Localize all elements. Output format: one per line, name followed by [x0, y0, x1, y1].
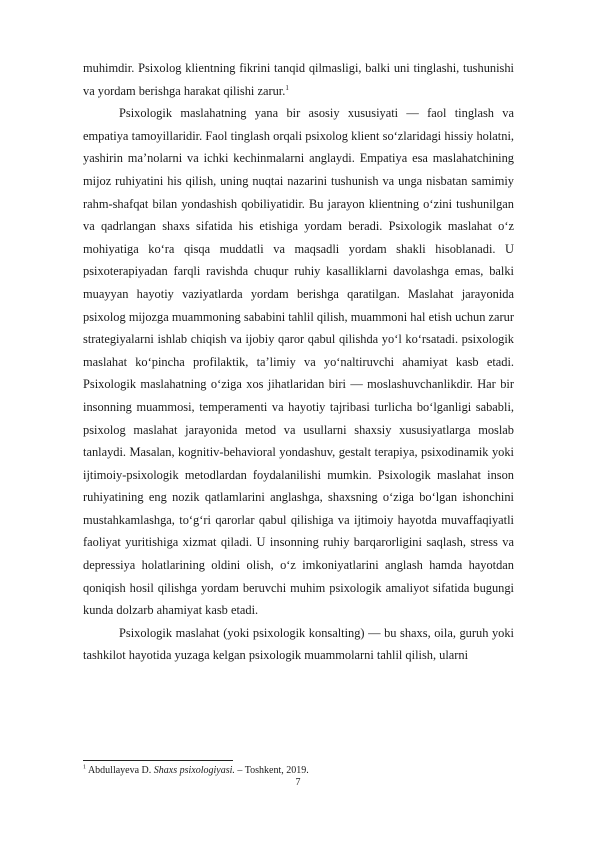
- paragraph-3: Psixologik maslahat (yoki psixologik konsalting) — bu shaxs, oila, guruh yoki tashkilot hayotida yuzaga kelgan psixologik muammolarni tahlil qilish, ularni: [83, 625, 514, 663]
- footnote-separator: [83, 760, 233, 761]
- footnote: [83, 764, 514, 777]
- footnote-rest: – Toshkent, 2019.: [237, 765, 309, 776]
- footnote-title: Shaxs psixologiyasi.: [153, 765, 235, 776]
- paragraph-2: Psixologik maslahatning yana bir asosiy xususiyati — faol tinglash va empatiya tamoyillaridir. Faol tinglash orqali psixolog klient so‘zlaridagi hissiy holatni, yashirin ma’nolarni va ichki kechinmalarni anglaydi. Empatiya esa maslahatchining mijoz ruhiyatini his qilish, uning nuqtai nazarini tushunish va unga nisbatan samimiy rahm-shafqat bilan yondashish qobiliyatidir. Bu jarayon klientning o‘zini tushunilgan va qadrlangan shaxs sifatida his etishiga yordam beradi. Psixologik maslahat o‘z mohiyatiga ko‘ra qisqa muddatli va maqsadli yordam shakli hisoblanadi. U psixoterapiyadan farqli ravishda chuqur ruhiy kasalliklarni davolashga emas, balki muayyan hayotiy vaziyatlarda yordam berishga qaratilgan. Maslahat jarayonida psixolog mijozga muammoning sababini tahlil qilish, muammoni hal etish uchun zarur strategiyalarni ishlab chiqish va ijobiy qaror qabul qilishda yo‘l ko‘rsatadi. psixologik maslahat ko‘pincha profilaktik, ta’limiy va yo‘naltiruvchi ahamiyat kasb etadi. Psixologik maslahatning o‘ziga xos jihatlaridan biri — moslashuvchanlikdir. Har bir insonning muammosi, temperamenti va hayotiy tajribasi turlicha bo‘lganligi sababli, psixolog maslahat jarayonida metod va usullarni shaxsiy xususiyatlarga moslab tanlaydi. Masalan, kognitiv-behavioral yondashuv, gestalt terapiya, psixodinamik yoki ijtimoiy-psixologik metodlardan foydalanilishi mumkin. Psixologik maslahat inson ruhiyatining eng nozik qatlamlarini anglashga, shaxsning o‘ziga bo‘lgan ishonchini mustahkamlashga, to‘g‘ri qarorlar qabul qilishiga va ijtimoiy hayotda muvaffaqiyatli faoliyat yuritishiga xizmat qiladi. U insonning ruhiy barqarorligini saqlash, stress va depressiya holatlarining oldini olish, o‘z imkoniyatlarini anglash hamda hayotdan qoniqish hosil qilishga yordam beruvchi muhim psixologik amaliyot sifatida bugungi kunda dolzarb ahamiyat kasb etadi.: [83, 106, 514, 618]
- footnote-author: Abdullayeva D.: [87, 765, 152, 776]
- paragraph-1-text: muhimdir. Psixolog klientning fikrini tanqid qilmasligi, balki uni tinglashi, tushunishi va yordam berishga harakat qilishi zarur.: [83, 61, 514, 98]
- footnote-reference[interactable]: 1: [285, 83, 289, 92]
- footnote-number: 1: [83, 764, 86, 771]
- paragraph-1: [83, 57, 514, 102]
- body-text: [83, 57, 514, 667]
- page-number: 7: [295, 777, 301, 788]
